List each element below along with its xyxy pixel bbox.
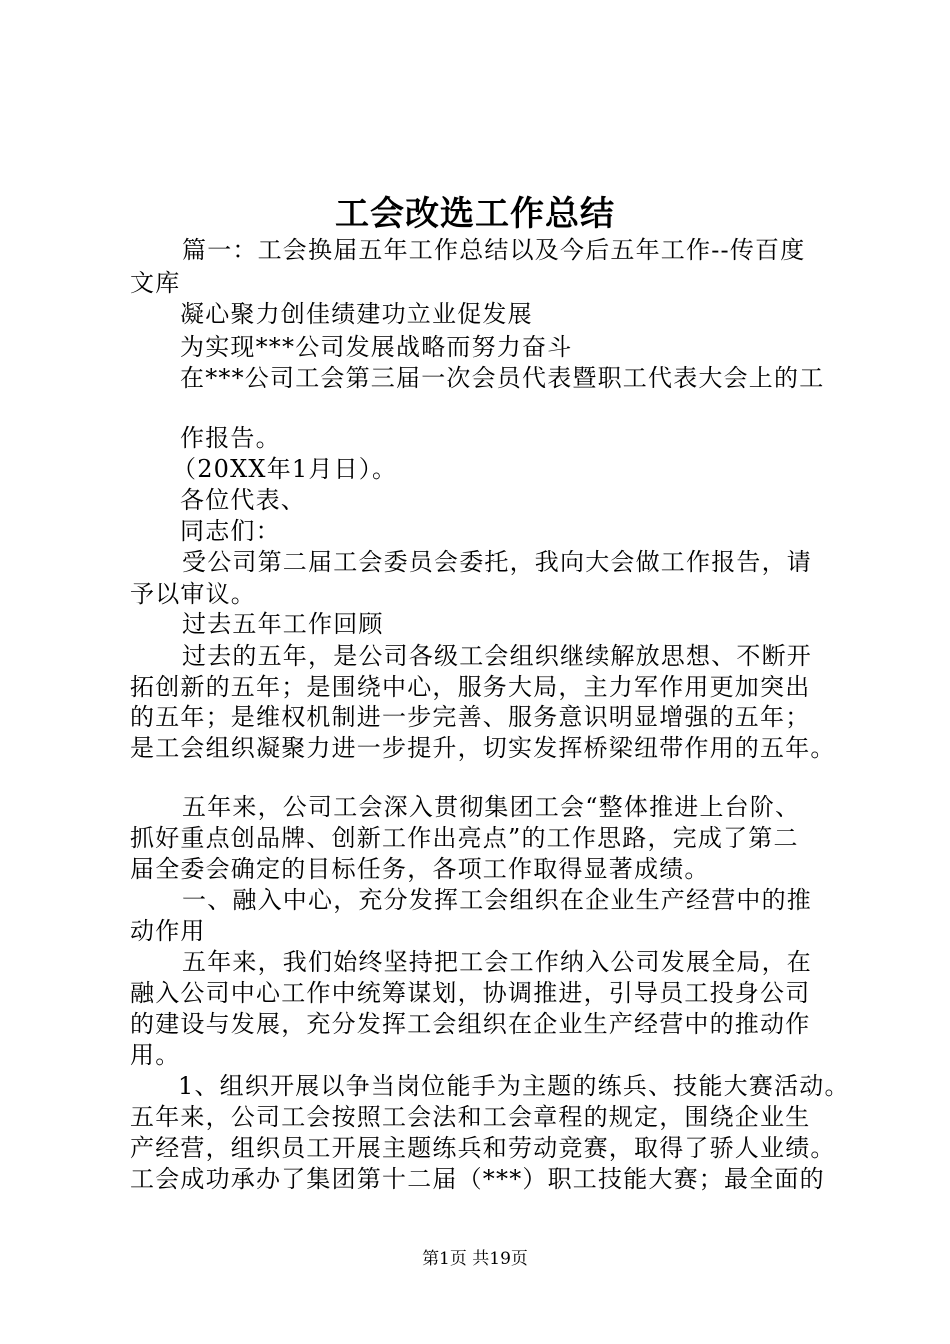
text-line: 各位代表、 bbox=[180, 486, 306, 514]
text-line: 过去五年工作回顾 bbox=[182, 610, 384, 638]
text-line: 抓好重点创品牌、创新工作出亮点”的工作思路，完成了第二 bbox=[130, 824, 799, 852]
text-line: 凝心聚力创佳绩建功立业促发展 bbox=[180, 300, 533, 328]
text-line: 五年来，公司工会深入贯彻集团工会“整体推进上台阶、 bbox=[182, 793, 801, 821]
text-line: 届全委会确定的目标任务，各项工作取得显著成绩。 bbox=[130, 855, 710, 883]
text-line: 1、组织开展以争当岗位能手为主题的练兵、技能大赛活动。 bbox=[178, 1072, 850, 1100]
text-line: 一、融入中心，充分发挥工会组织在企业生产经营中的推 bbox=[182, 886, 812, 914]
text-line: 工会成功承办了集团第十二届（***）职工技能大赛；最全面的 bbox=[130, 1165, 825, 1193]
text-line: 文库 bbox=[130, 269, 181, 297]
text-line: 受公司第二届工会委员会委托，我向大会做工作报告，请 bbox=[182, 548, 812, 576]
page-footer: 第1页 共19页 bbox=[422, 1249, 528, 1269]
text-line: 予以审议。 bbox=[130, 580, 256, 608]
text-line: 五年来，我们始终坚持把工会工作纳入公司发展全局，在 bbox=[182, 948, 812, 976]
text-line: 产经营，组织员工开展主题练兵和劳动竞赛，取得了骄人业绩。 bbox=[130, 1134, 836, 1162]
text-line: 动作用 bbox=[130, 917, 206, 945]
text-line: 同志们： bbox=[180, 517, 281, 545]
text-line: 篇一：工会换届五年工作总结以及今后五年工作--传百度 bbox=[182, 236, 806, 264]
text-line: 过去的五年，是公司各级工会组织继续解放思想、不断开 bbox=[182, 642, 812, 670]
text-line: 拓创新的五年；是围绕中心，服务大局，主力军作用更加突出 bbox=[130, 673, 811, 701]
text-line: 的建设与发展，充分发挥工会组织在企业生产经营中的推动作 bbox=[130, 1010, 811, 1038]
text-line: 融入公司中心工作中统筹谋划，协调推进，引导员工投身公司 bbox=[130, 979, 811, 1007]
text-line: 五年来，公司工会按照工会法和工会章程的规定，围绕企业生 bbox=[130, 1103, 811, 1131]
document-title: 工会改选工作总结 bbox=[335, 194, 615, 234]
text-line: 在***公司工会第三届一次会员代表暨职工代表大会上的工 bbox=[180, 364, 825, 392]
text-line: 用。 bbox=[130, 1041, 181, 1069]
text-line: （20XX年1月日）。 bbox=[172, 455, 398, 483]
text-line: 的五年；是维权机制进一步完善、服务意识明显增强的五年； bbox=[130, 703, 811, 731]
text-line: 作报告。 bbox=[180, 424, 281, 452]
text-line: 为实现***公司发展战略而努力奋斗 bbox=[180, 333, 573, 361]
text-line: 是工会组织凝聚力进一步提升，切实发挥桥梁纽带作用的五年。 bbox=[130, 734, 836, 762]
